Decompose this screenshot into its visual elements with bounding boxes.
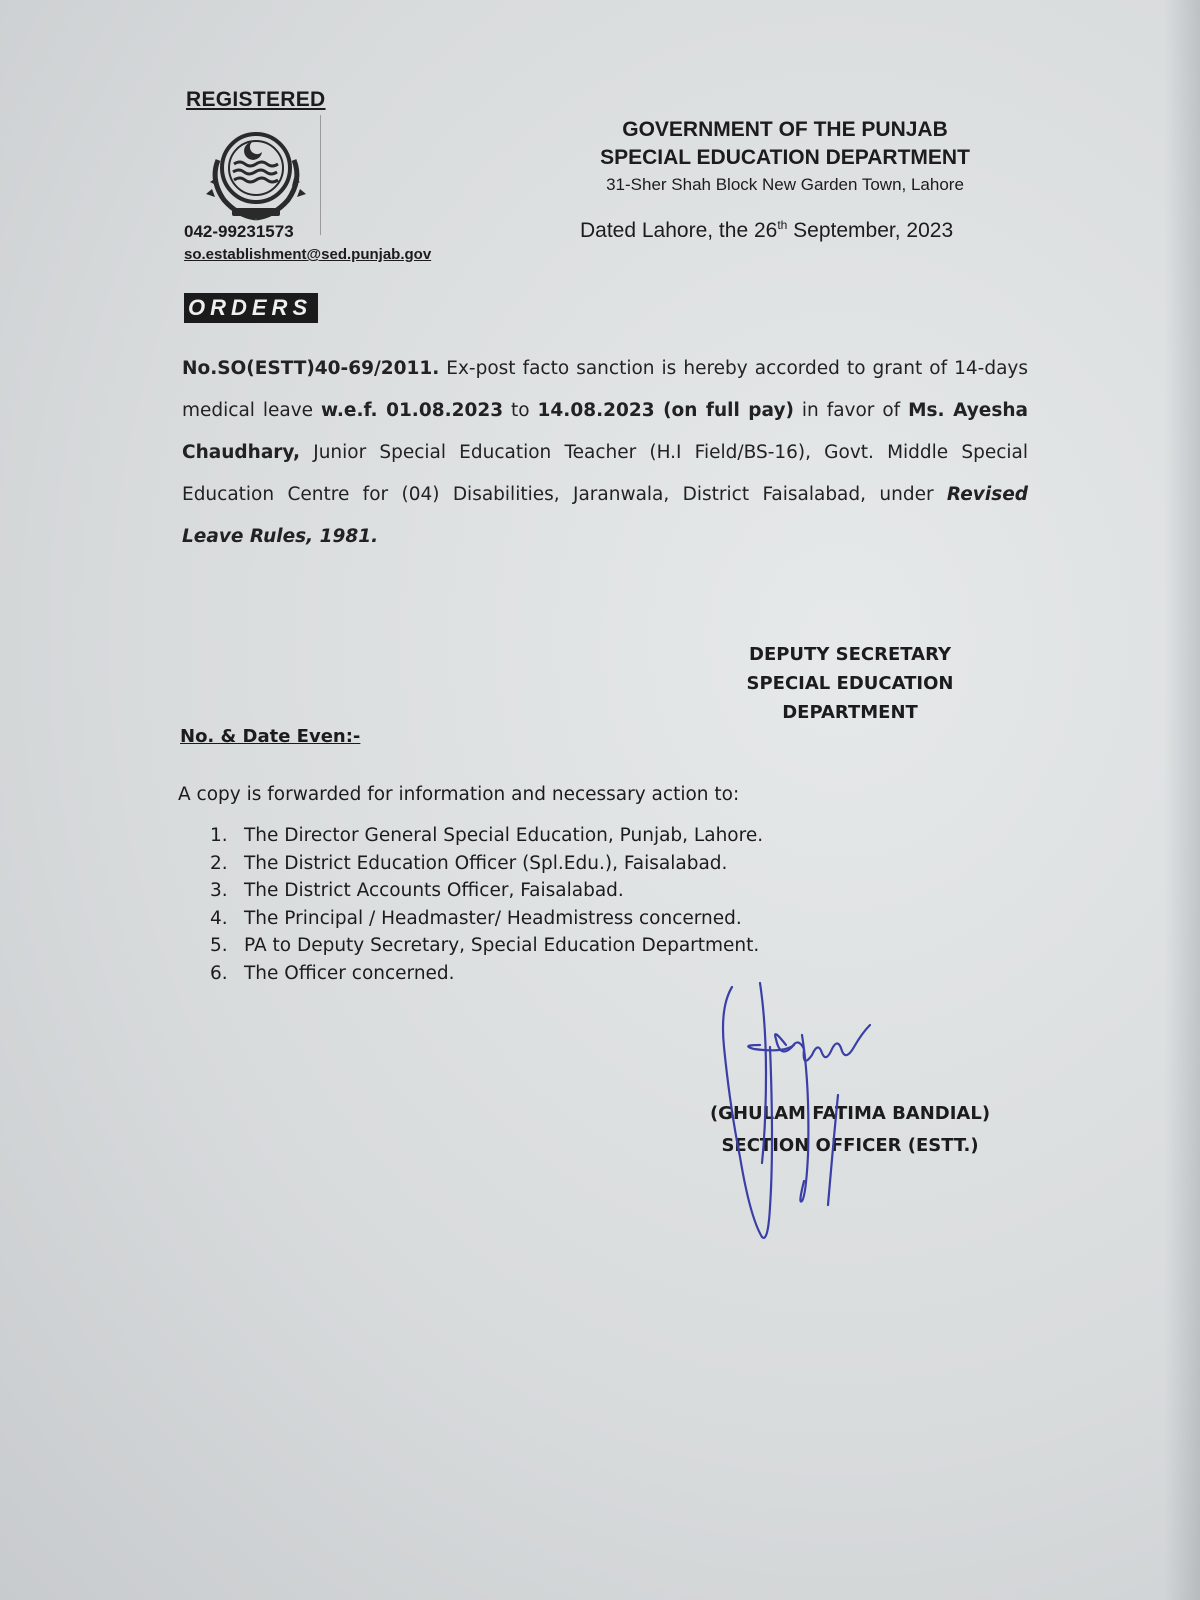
- deputy-line-3: DEPARTMENT: [782, 702, 918, 723]
- punjab-emblem-icon: [196, 120, 316, 230]
- officer-name: (GHULAM FATIMA BANDIAL): [709, 1103, 991, 1124]
- dated-line: [580, 218, 953, 243]
- list-number: 1.: [210, 825, 228, 846]
- order-to-date: 14.08.2023 (on full pay): [537, 400, 794, 421]
- deputy-line-2: SPECIAL EDUCATION: [746, 673, 954, 694]
- order-text-2: to: [503, 400, 538, 421]
- list-number: 4.: [210, 907, 228, 929]
- no-date-even: No. & Date Even:-: [180, 726, 361, 747]
- list-text: PA to Deputy Secretary, Special Education Department.: [244, 935, 760, 956]
- order-wef-date: w.e.f. 01.08.2023: [321, 400, 504, 421]
- list-number: 2.: [210, 852, 228, 874]
- list-item: [210, 960, 763, 988]
- list-text: The District Education Officer (Spl.Edu.), Faisalabad.: [244, 852, 728, 874]
- list-item: [210, 850, 763, 878]
- order-text-1: Ex-post facto sanction is hereby accorded to grant of 14-days medical leave: [182, 358, 1028, 421]
- list-number: 6.: [210, 962, 228, 984]
- page-edge-shadow: [1164, 0, 1200, 1600]
- distribution-list: [210, 822, 763, 987]
- handwritten-signature-icon: [690, 975, 950, 1265]
- orders-heading: ORDERS: [184, 293, 318, 323]
- list-text: The District Accounts Officer, Faisalabad.: [244, 880, 624, 901]
- list-item: [210, 822, 763, 850]
- list-number: 3.: [210, 880, 228, 901]
- dated-ordinal: th: [777, 218, 788, 232]
- copy-forwarded-text: A copy is forwarded for information and necessary action to:: [178, 784, 740, 805]
- list-item: [210, 932, 763, 960]
- deputy-line-1: DEPUTY SECRETARY: [749, 644, 951, 665]
- leave-rules: Revised Leave Rules, 1981.: [182, 484, 1028, 547]
- order-text-3: in favor of: [793, 400, 909, 421]
- deputy-secretary-block: [700, 640, 1000, 727]
- officer-title: SECTION OFFICER (ESTT.): [721, 1135, 979, 1156]
- department-header: [560, 116, 1010, 198]
- list-number: 5.: [210, 935, 228, 956]
- phone-number: 042-99231573: [184, 222, 294, 241]
- order-reference: No.SO(ESTT)40-69/2011.: [182, 358, 440, 379]
- email-address: so.establishment@sed.punjab.gov: [184, 246, 432, 263]
- dated-prefix: Dated Lahore, the 26: [580, 219, 778, 242]
- department-address: 31-Sher Shah Block New Garden Town, Lahore: [606, 175, 964, 194]
- order-body: [182, 348, 1028, 558]
- list-item: [210, 905, 763, 933]
- order-text-4: Junior Special Education Teacher (H.I Field/BS-16), Govt. Middle Special Education Centre for (04) Disabilities, Jaranwala, District Faisalabad, under: [182, 442, 1028, 505]
- list-text: The Officer concerned.: [244, 962, 455, 984]
- employee-name: Ms. Ayesha Chaudhary,: [182, 400, 1028, 463]
- list-item: [210, 877, 763, 905]
- header-divider: [320, 115, 321, 235]
- list-text: The Principal / Headmaster/ Headmistress concerned.: [244, 907, 742, 929]
- department-title: SPECIAL EDUCATION DEPARTMENT: [600, 146, 970, 169]
- dated-rest: September, 2023: [787, 219, 954, 242]
- government-title: GOVERNMENT OF THE PUNJAB: [622, 118, 948, 141]
- registered-label: REGISTERED: [186, 88, 326, 111]
- list-text: The Director General Special Education, Punjab, Lahore.: [244, 825, 764, 846]
